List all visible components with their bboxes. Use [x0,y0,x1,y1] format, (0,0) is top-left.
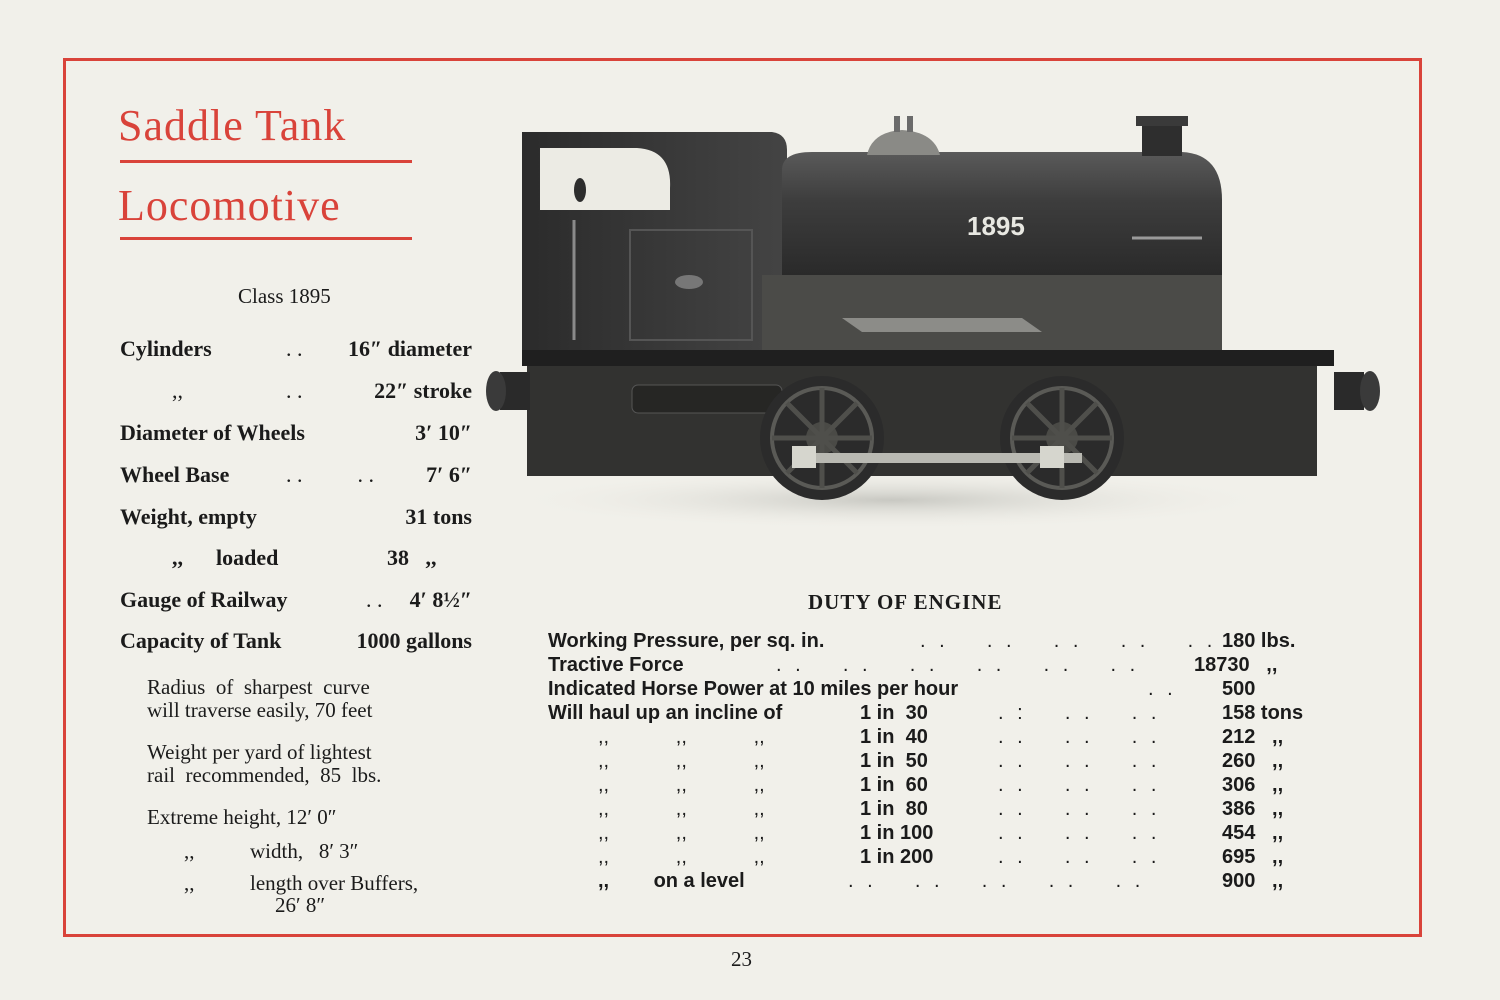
duty-value: 306 ,, [1222,774,1284,796]
spec-value: 16″ diameter [348,336,472,361]
note-curve-line-2: will traverse easily, 70 feet [147,698,373,722]
extreme-width-ditto: ,, [184,839,195,863]
duty-value: 158 tons [1222,702,1304,724]
spec-value: 31 tons [405,504,472,529]
duty-row [548,654,1328,678]
duty-label: Working Pressure, per sq. in. [548,630,825,652]
front-buffer [1334,372,1364,410]
duty-row [548,726,1328,750]
duty-incline: 1 in 40 [860,726,928,748]
page-number: 23 [731,947,752,971]
duty-dots: . . . . . . [998,750,1161,772]
duty-dots: . . . . . . [998,822,1161,844]
duty-label: Tractive Force [548,654,684,676]
note-rail-line-2: rail recommended, 85 lbs. [147,763,382,787]
duty-row [548,822,1328,846]
duty-label: ,, ,, ,, [598,774,765,796]
number-plate: 1895 [967,211,1025,241]
spec-value: 7′ 6″ [426,462,472,487]
extreme-height: Extreme height, 12′ 0″ [147,805,337,829]
duty-label: Indicated Horse Power at 10 miles per hour [548,678,959,700]
duty-incline: 1 in 80 [860,798,928,820]
duty-label: ,, ,, ,, [598,726,765,748]
duty-incline: 1 in 60 [860,774,928,796]
duty-value: 260 ,, [1222,750,1284,772]
spec-label: Cylinders [120,336,212,361]
duty-row [548,774,1328,798]
duty-label: ,, ,, ,, [598,822,765,844]
note-rail-line-1: Weight per yard of lightest [147,740,372,764]
duty-dots: . . . . . . . . . . [920,630,1217,652]
duty-dots: . . . . . . [998,726,1161,748]
note-curve-line-1: Radius of sharpest curve [147,675,370,699]
duty-row [548,846,1328,870]
spec-dots: . . . . [286,462,374,487]
duty-dots: . . . . . . . . . . [848,870,1145,892]
duty-row [548,750,1328,774]
duty-row [548,798,1328,822]
title-underline-1 [120,160,412,163]
duty-label: ,, ,, ,, [598,846,765,868]
front-buffer-head [1360,371,1380,411]
spec-value: 3′ 10″ [415,420,472,445]
spec-dots: . . [366,587,383,612]
class-label: Class 1895 [238,284,331,308]
cab-window [540,148,670,210]
title-underline-2 [120,237,412,240]
locomotive-illustration [482,110,1394,530]
crank-pin [792,446,816,468]
steam-dome [867,130,940,155]
duty-label: Will haul up an incline of [548,702,783,724]
duty-row [548,702,1328,726]
duty-incline: 1 in 100 [860,822,934,844]
spec-value: 1000 gallons [356,628,472,653]
duty-dots: . . . . . . [998,798,1161,820]
frame-cutout [632,385,782,413]
extreme-length-line-1: length over Buffers, [250,871,419,895]
running-plate [522,350,1334,366]
spec-value: 4′ 8½″ [409,587,472,612]
duty-title: DUTY OF ENGINE [808,590,1003,614]
spec-label: Gauge of Railway [120,587,288,612]
cab-window-detail [574,178,586,202]
duty-dots: . : . . . . [998,702,1161,724]
spec-dots: . . [286,378,303,403]
extreme-length-ditto: ,, [184,871,195,895]
duty-incline: 1 in 50 [860,750,928,772]
page-title-line-1: Saddle Tank [118,101,347,150]
duty-value: 212 ,, [1222,726,1284,748]
spec-label: ,, [172,378,183,403]
spec-value: 38 ,, [387,545,437,570]
duty-value: 386 ,, [1222,798,1284,820]
rear-driving-wheel [760,376,884,500]
duty-label: ,, ,, ,, [598,750,765,772]
duty-value: 500 [1222,678,1256,700]
extreme-width: width, 8′ 3″ [250,839,359,863]
spec-label: Diameter of Wheels [120,420,305,445]
safety-valve [907,116,913,132]
duty-value: 900 ,, [1222,870,1284,892]
rear-buffer-head [486,371,506,411]
spec-label: Wheel Base [120,462,230,487]
duty-row [548,678,1328,702]
duty-value: 18730 ,, [1194,654,1278,676]
duty-label: ,, ,, ,, [598,798,765,820]
spec-label: Weight, empty [120,504,257,529]
duty-row [548,870,1328,894]
spec-value: 22″ stroke [374,378,472,403]
duty-dots: . . . . . . . . . . . . [776,654,1140,676]
motion-area [762,275,1222,350]
duty-dots: . . [1148,678,1177,700]
ground-shadow [502,470,1282,530]
duty-incline: 1 in 30 [860,702,928,724]
spec-label: ,, loaded [172,545,279,570]
duty-incline: 1 in 200 [860,846,934,868]
safety-valve [894,116,900,132]
makers-plate [675,275,703,289]
duty-dots: . . . . . . [998,846,1161,868]
chimney-cap [1136,116,1188,126]
duty-value: 695 ,, [1222,846,1284,868]
spec-label: Capacity of Tank [120,628,282,653]
extreme-length-line-2: 26′ 8″ [275,893,326,917]
duty-dots: . . . . . . [998,774,1161,796]
duty-value: 454 ,, [1222,822,1284,844]
page-title-line-2: Locomotive [118,181,341,230]
front-driving-wheel [1000,376,1124,500]
duty-label: ,, on a level [598,870,745,892]
crank-pin [1040,446,1064,468]
duty-value: 180 lbs. [1222,630,1296,652]
duty-row [548,630,1328,654]
spec-dots: . . [286,336,303,361]
slide-bars [842,318,1042,332]
coupling-rod [792,453,1082,463]
